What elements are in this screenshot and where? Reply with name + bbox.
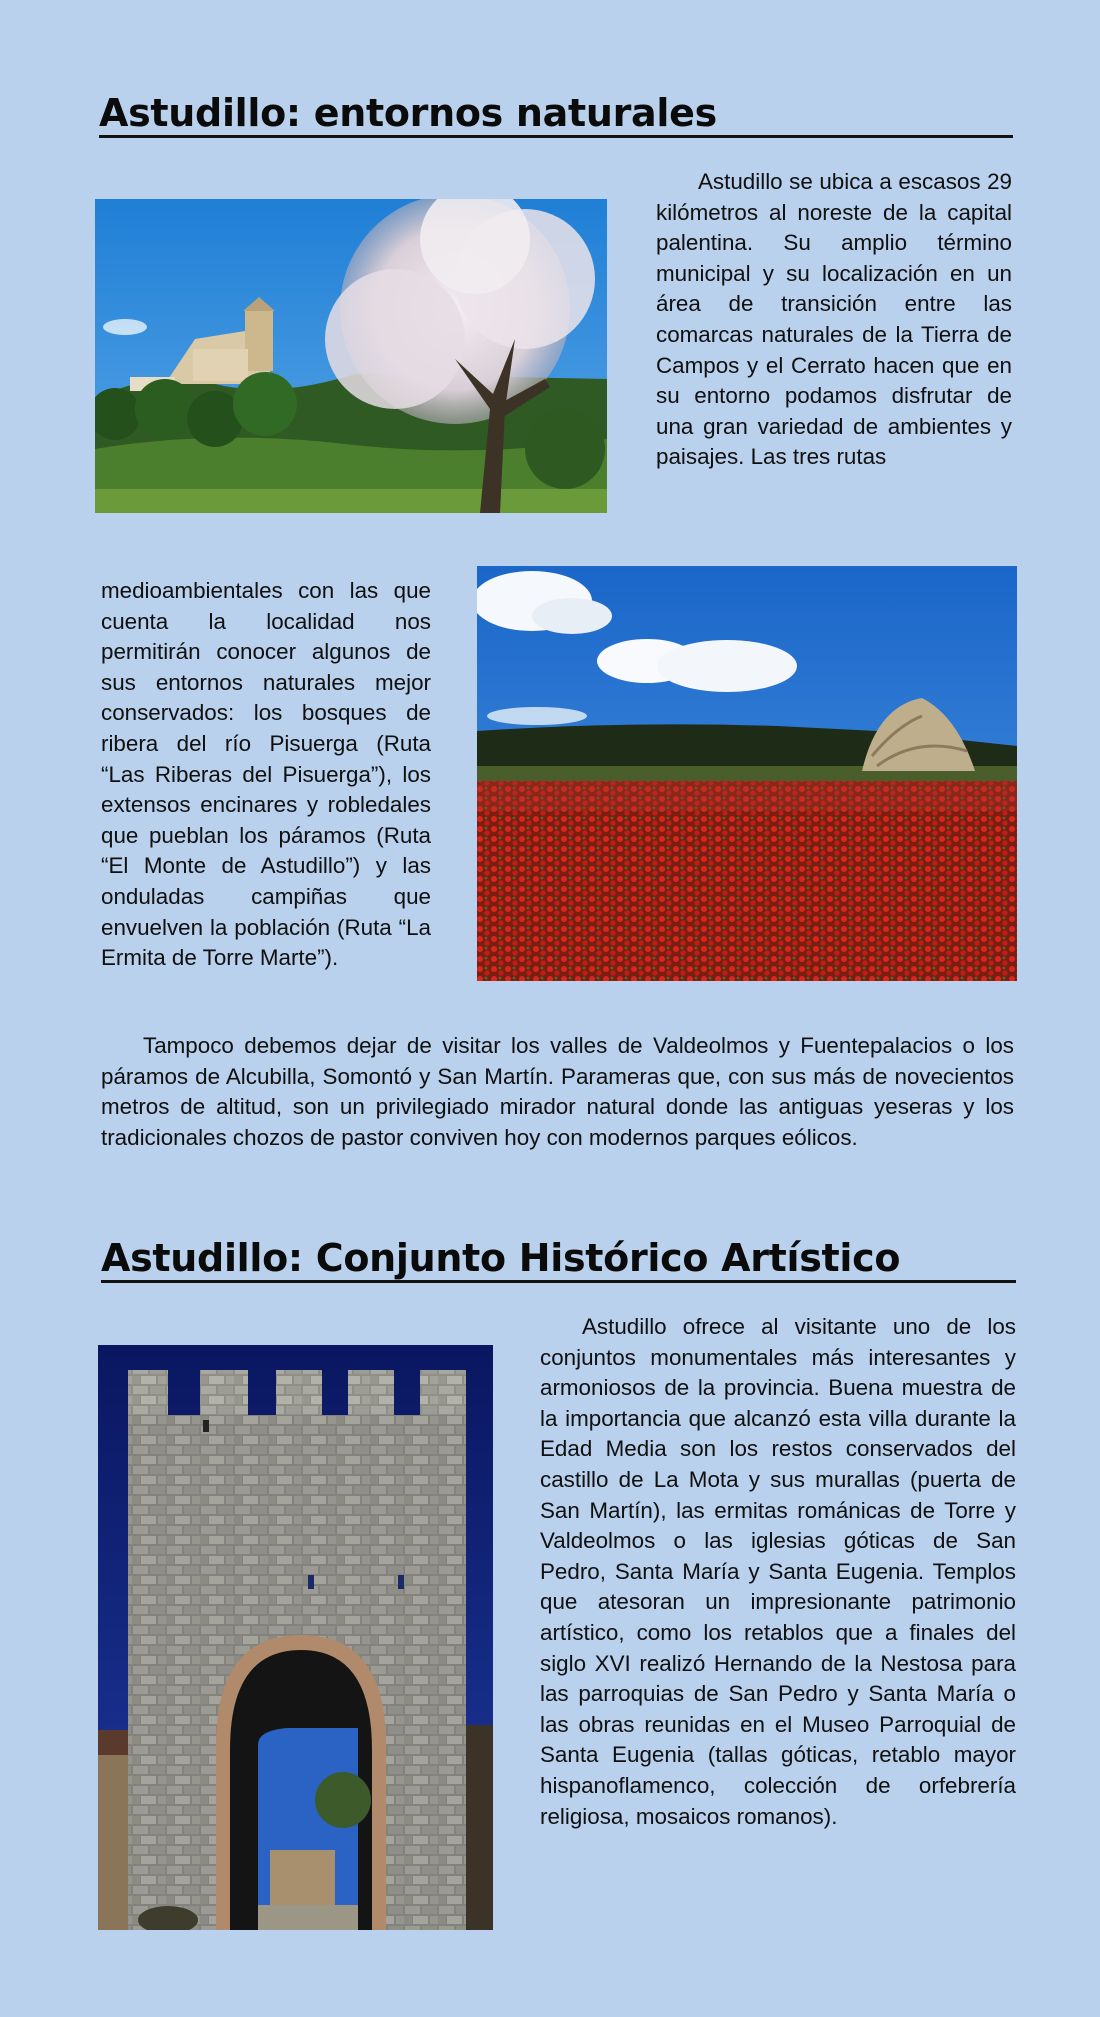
section-title-entornos: Astudillo: entornos naturales — [99, 91, 717, 135]
entornos-paragraph-3: Tampoco debemos dejar de visitar los valles de Valdeolmos y Fuentepalacios o los páramos de Alcubilla, Somontó y San Martín. Parameras que, con sus más de novecientos metros de altitud, son un privilegiado mirador natural donde las antiguas yeseras y los tradicionales chozos de pastor conviven hoy con modernos parques eólicos. — [101, 1033, 1014, 1150]
entornos-paragraph-2: medioambientales con las que cuenta la localidad nos permitirán conocer algunos de sus entornos naturales mejor conservados: los bosques de ribera del río Pisuerga (Ruta “Las Riberas del Pisuerga”), los extensos encinares y robledales que pueblan los páramos (Ruta “El Monte de Astudillo”) y las onduladas campiñas que envuelven la población (Ruta “La Ermita de Torre Marte”). — [101, 578, 431, 971]
puerta-san-martin-photo — [98, 1345, 493, 1930]
conjunto-paragraph-1: Astudillo ofrece al visitante uno de los conjuntos monumentales más interesantes y armoniosos de la provincia. Buena muestra de la importancia que alcanzó esta villa durante la Edad Media son los restos conservados del castillo de La Mota y sus murallas (puerta de San Martín), las ermitas románicas de Torre y Valdeolmos o las iglesias góticas de San Pedro, Santa María y Santa Eugenia. Templos que atesoran un impresionante patrimonio artístico, como los retablos que a finales del siglo XVI realizó Hernando de la Nestosa para las parroquias de San Pedro y Santa María o las obras reunidas en el Museo Parroquial de Santa Eugenia (tallas góticas, retablo mayor hispanoflamenco, colección de orfebrería religiosa, mosaicos romanos). — [540, 1314, 1016, 1829]
section-title-conjunto: Astudillo: Conjunto Histórico Artístico — [101, 1236, 901, 1280]
church-almond-tree-photo — [95, 199, 607, 513]
title-rule-2 — [101, 1280, 1016, 1283]
entornos-paragraph-1: Astudillo se ubica a escasos 29 kilómetros al noreste de la capital palentina. Su amplio término municipal y su localización en un área de transición entre las comarcas naturales de la Tierra de Campos y el Cerrato hacen que en su entorno podamos disfrutar de una gran variedad de ambientes y paisajes. Las tres rutas — [656, 169, 1012, 470]
title-rule — [99, 135, 1013, 138]
poppy-field-chozo-photo — [477, 566, 1017, 981]
